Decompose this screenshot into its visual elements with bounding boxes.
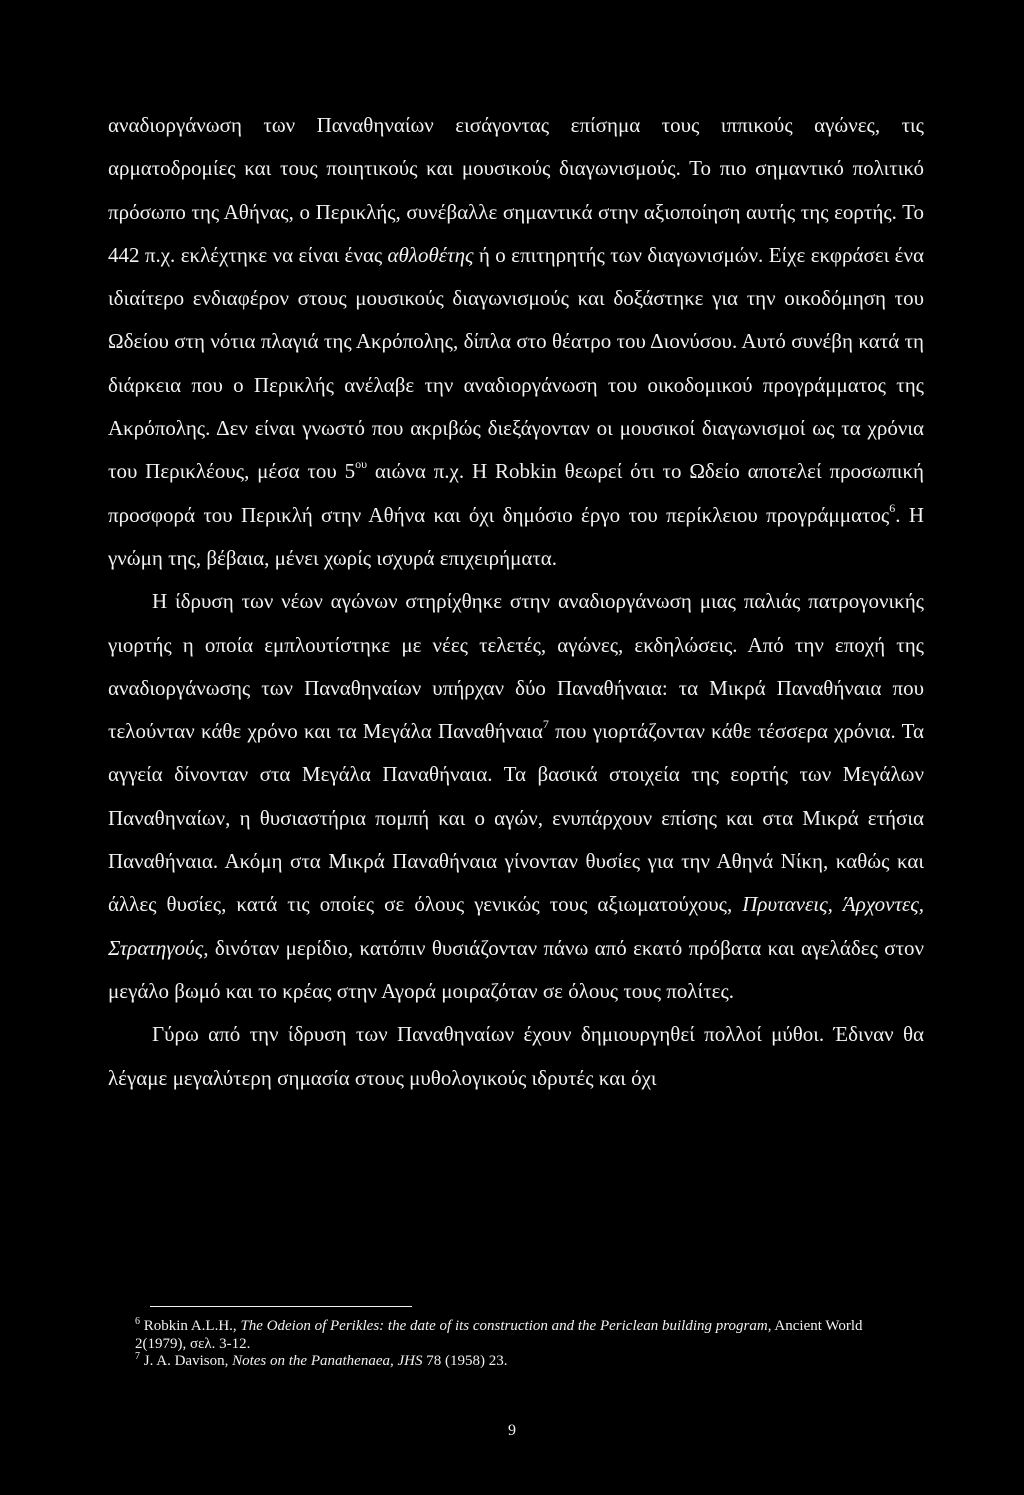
paragraph-2 <box>108 580 924 1013</box>
page-number: 9 <box>508 1422 516 1439</box>
text-run: Η ίδρυση των νέων αγώνων στηρίχθηκε στην αναδιοργάνωση μιας παλιάς πατρογονικής γιορτής η οποία εμπλουτίστηκε με νέες τελετές, αγώνες, εκδηλώσεις. Από την εποχή της αναδιοργάνωσης των Παναθηναίων υπήρχαν δύο Παναθήναια: τα Μικρά Παναθήναια που τελούνταν κάθε χρόνο και τα Μεγάλα Παναθήναια <box>108 589 924 744</box>
footnote-number: 6 <box>135 1316 140 1327</box>
footnotes <box>135 1318 905 1371</box>
emphasis-athlothetis: αθλοθέτης <box>387 242 474 267</box>
footnote-rest: , Ancient World 2(1979), σελ. 3-12. <box>135 1318 863 1352</box>
footnote-title: The Odeion of Perikles: the date of its construction and the Periclean building program <box>240 1318 768 1334</box>
footnote-author: Robkin A.L.H., <box>140 1318 241 1334</box>
emphasis-strategous: Στρατηγούς, <box>108 935 209 960</box>
text-run: 5 <box>344 459 356 484</box>
footnote-7 <box>135 1353 905 1371</box>
body-text <box>108 104 924 1100</box>
footnote-ref-6[interactable]: 6 <box>889 500 896 515</box>
footnote-author: J. A. Davison, <box>140 1353 233 1369</box>
text-run: Γύρω από την ίδρυση των Παναθηναίων έχουν δημιουργηθεί πολλοί μύθοι. Έδιναν θα λέγαμε μεγαλύτερη σημασία στους μυθολογικούς ιδρυτές και όχι <box>108 1022 924 1090</box>
footnote-6 <box>135 1318 905 1353</box>
footnote-number: 7 <box>135 1351 140 1362</box>
text-run: αναδιοργάνωση των Παναθηναίων εισάγοντας επίσημα τους ιππικούς αγώνες, τις αρματοδρομίες και τους ποιητικούς και μουσικούς διαγωνισμούς. Το πιο σημαντικό πολιτικό πρόσωπο της Αθήνας, ο Περικλής, συνέβαλλε σημαντικά στην αξιοποίηση αυτής της εορτής. Το 442 π.χ. εκλέχτηκε να είναι ένας <box>108 113 924 267</box>
ordinal-superscript: ου <box>355 457 368 472</box>
paragraph-3 <box>108 1013 924 1100</box>
text-run: που γιορτάζονταν κάθε τέσσερα χρόνια. Τα αγγεία δίνονταν στα Μεγάλα Παναθήναια. Τα βασικά στοιχεία της εορτής των Μεγάλων Παναθηναίων, η θυσιαστήρια πομπή και ο αγών, ενυπάρχουν επίσης και στα Μικρά ετήσια Παναθήναια. Ακόμη στα Μικρά Παναθήναια γίνονταν θυσίες για την Αθηνά Νίκη, καθώς και άλλες θυσίες, κατά τις οποίες σε όλους γενικώς τους αξιωματούχους, <box>108 719 924 917</box>
text-run: δινόταν μερίδιο, κατόπιν θυσιάζονταν πάνω από εκατό πρόβατα και αγελάδες στον μεγάλο βωμό και το κρέας στην Αγορά μοιραζόταν σε όλους τους πολίτες. <box>108 935 925 1003</box>
footnote-ref-7[interactable]: 7 <box>542 717 549 732</box>
paragraph-1 <box>108 104 924 580</box>
footnote-title: Notes on the Panathenaea, JHS <box>232 1353 423 1369</box>
footnote-rest: 78 (1958) 23. <box>422 1353 508 1369</box>
text-run: αιώνα π.χ. Η Robkin θεωρεί ότι το Ωδείο αποτελεί προσωπική προσφορά του Περικλή στην Αθήνα και όχι δημόσιο έργο του περίκλειου προγράμματος <box>108 459 925 527</box>
footnote-separator <box>150 1306 412 1307</box>
emphasis-archontes: Άρχοντες, <box>842 892 925 917</box>
text-run: . Η γνώμη της, βέβαια, μένει χωρίς ισχυρά επιχειρήματα. <box>108 502 924 570</box>
text-run: ή ο επιτηρητής των διαγωνισμών. Είχε εκφράσει ένα ιδιαίτερο ενδιαφέρον στους μουσικούς διαγωνισμούς και δοξάστηκε για την οικοδόμηση του Ωδείου στη νότια πλαγιά της Ακρόπολης, δίπλα στο θέατρο του Διονύσου. Αυτό συνέβη κατά τη διάρκεια που ο Περικλής ανέλαβε την αναδιοργάνωση του οικοδομικού προγράμματος της Ακρόπολης. Δεν είναι γνωστό που ακριβώς διεξάγονταν οι μουσικοί διαγωνισμοί ως τα χρόνια του Περικλέους, μέσα του <box>108 242 925 484</box>
emphasis-prytaneis: Πρυτανεις, <box>742 892 833 917</box>
